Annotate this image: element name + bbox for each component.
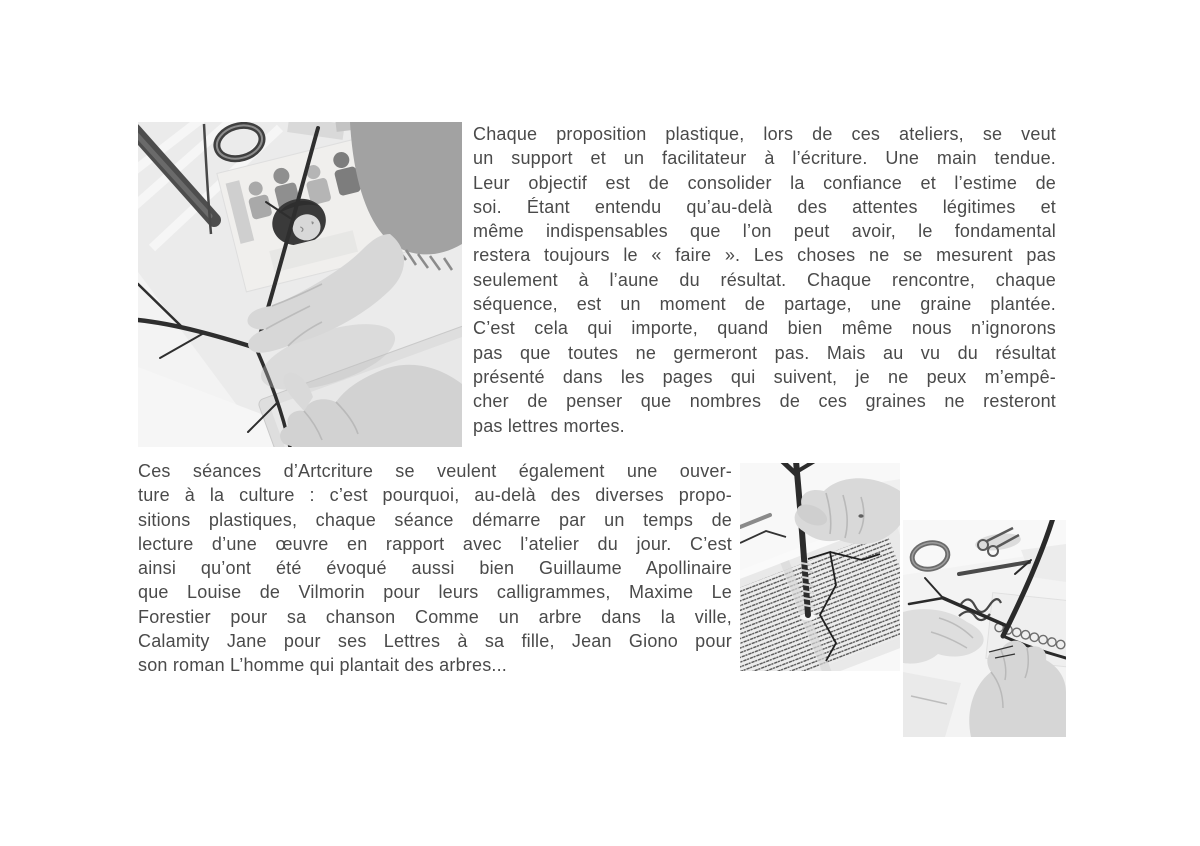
text-line: Leur objectif est de consolider la confiance et l’estime de bbox=[473, 172, 1056, 193]
text-line: Ces séances d’Artcriture se veulent également une ouver- bbox=[138, 461, 732, 481]
text-line: cher de penser que nombres de ces graines ne resteront bbox=[473, 391, 1056, 412]
text-line: ainsi qu’ont été évoqué aussi bien Guillaume Apollinaire bbox=[138, 558, 732, 579]
photo-hands-tying-twig bbox=[903, 520, 1066, 737]
text-line: Calamity Jane pour ses Lettres à sa fille, Jean Giono pour bbox=[138, 631, 732, 652]
text-line: son roman L’homme qui plantait des arbres... bbox=[138, 655, 507, 676]
culture-paragraph bbox=[138, 459, 732, 678]
text-line: même indispensables que l’on peut avoir, le fondamental bbox=[473, 221, 1056, 242]
text-line: Forestier pour sa chanson Comme un arbre dans la ville, bbox=[138, 606, 732, 627]
text-line: soi. Étant entendu qu’au-delà des attentes légitimes et bbox=[473, 196, 1056, 217]
photo-hands-twig-magazine bbox=[138, 122, 462, 447]
text-line: présenté dans les pages qui suivent, je ne peux m’empê- bbox=[473, 366, 1056, 387]
text-line: un support et un facilitateur à l’écriture. Une main tendue. bbox=[473, 148, 1056, 169]
intro-paragraph bbox=[473, 122, 1056, 438]
text-line: ture à la culture : c’est pourquoi, au-delà des diverses propo- bbox=[138, 485, 732, 506]
text-line: Chaque proposition plastique, lors de ces ateliers, se veut bbox=[473, 124, 1056, 144]
photo-hands-twig-magazine-art bbox=[138, 122, 462, 447]
text-line: lecture d’une œuvre en rapport avec l’atelier du jour. C’est bbox=[138, 533, 732, 554]
text-line: C’est cela qui importe, quand bien même nous n’ignorons bbox=[473, 318, 1056, 339]
text-line: pas que toutes ne germeront pas. Mais au vu du résultat bbox=[473, 342, 1056, 363]
text-line: pas lettres mortes. bbox=[473, 415, 625, 436]
text-line: que Louise de Vilmorin pour leurs calligrammes, Maxime Le bbox=[138, 582, 732, 603]
text-line: séquence, est un moment de partage, une graine plantée. bbox=[473, 294, 1056, 315]
photo-twig-on-book-art bbox=[740, 463, 900, 671]
photo-twig-on-book bbox=[740, 463, 900, 671]
text-line: seulement à l’aune du résultat. Chaque rencontre, chaque bbox=[473, 269, 1056, 290]
text-line: sitions plastiques, chaque séance démarre par un temps de bbox=[138, 509, 732, 530]
photo-hands-tying-twig-art bbox=[903, 520, 1066, 737]
text-line: restera toujours le « faire ». Les choses ne se mesurent pas bbox=[473, 245, 1056, 266]
